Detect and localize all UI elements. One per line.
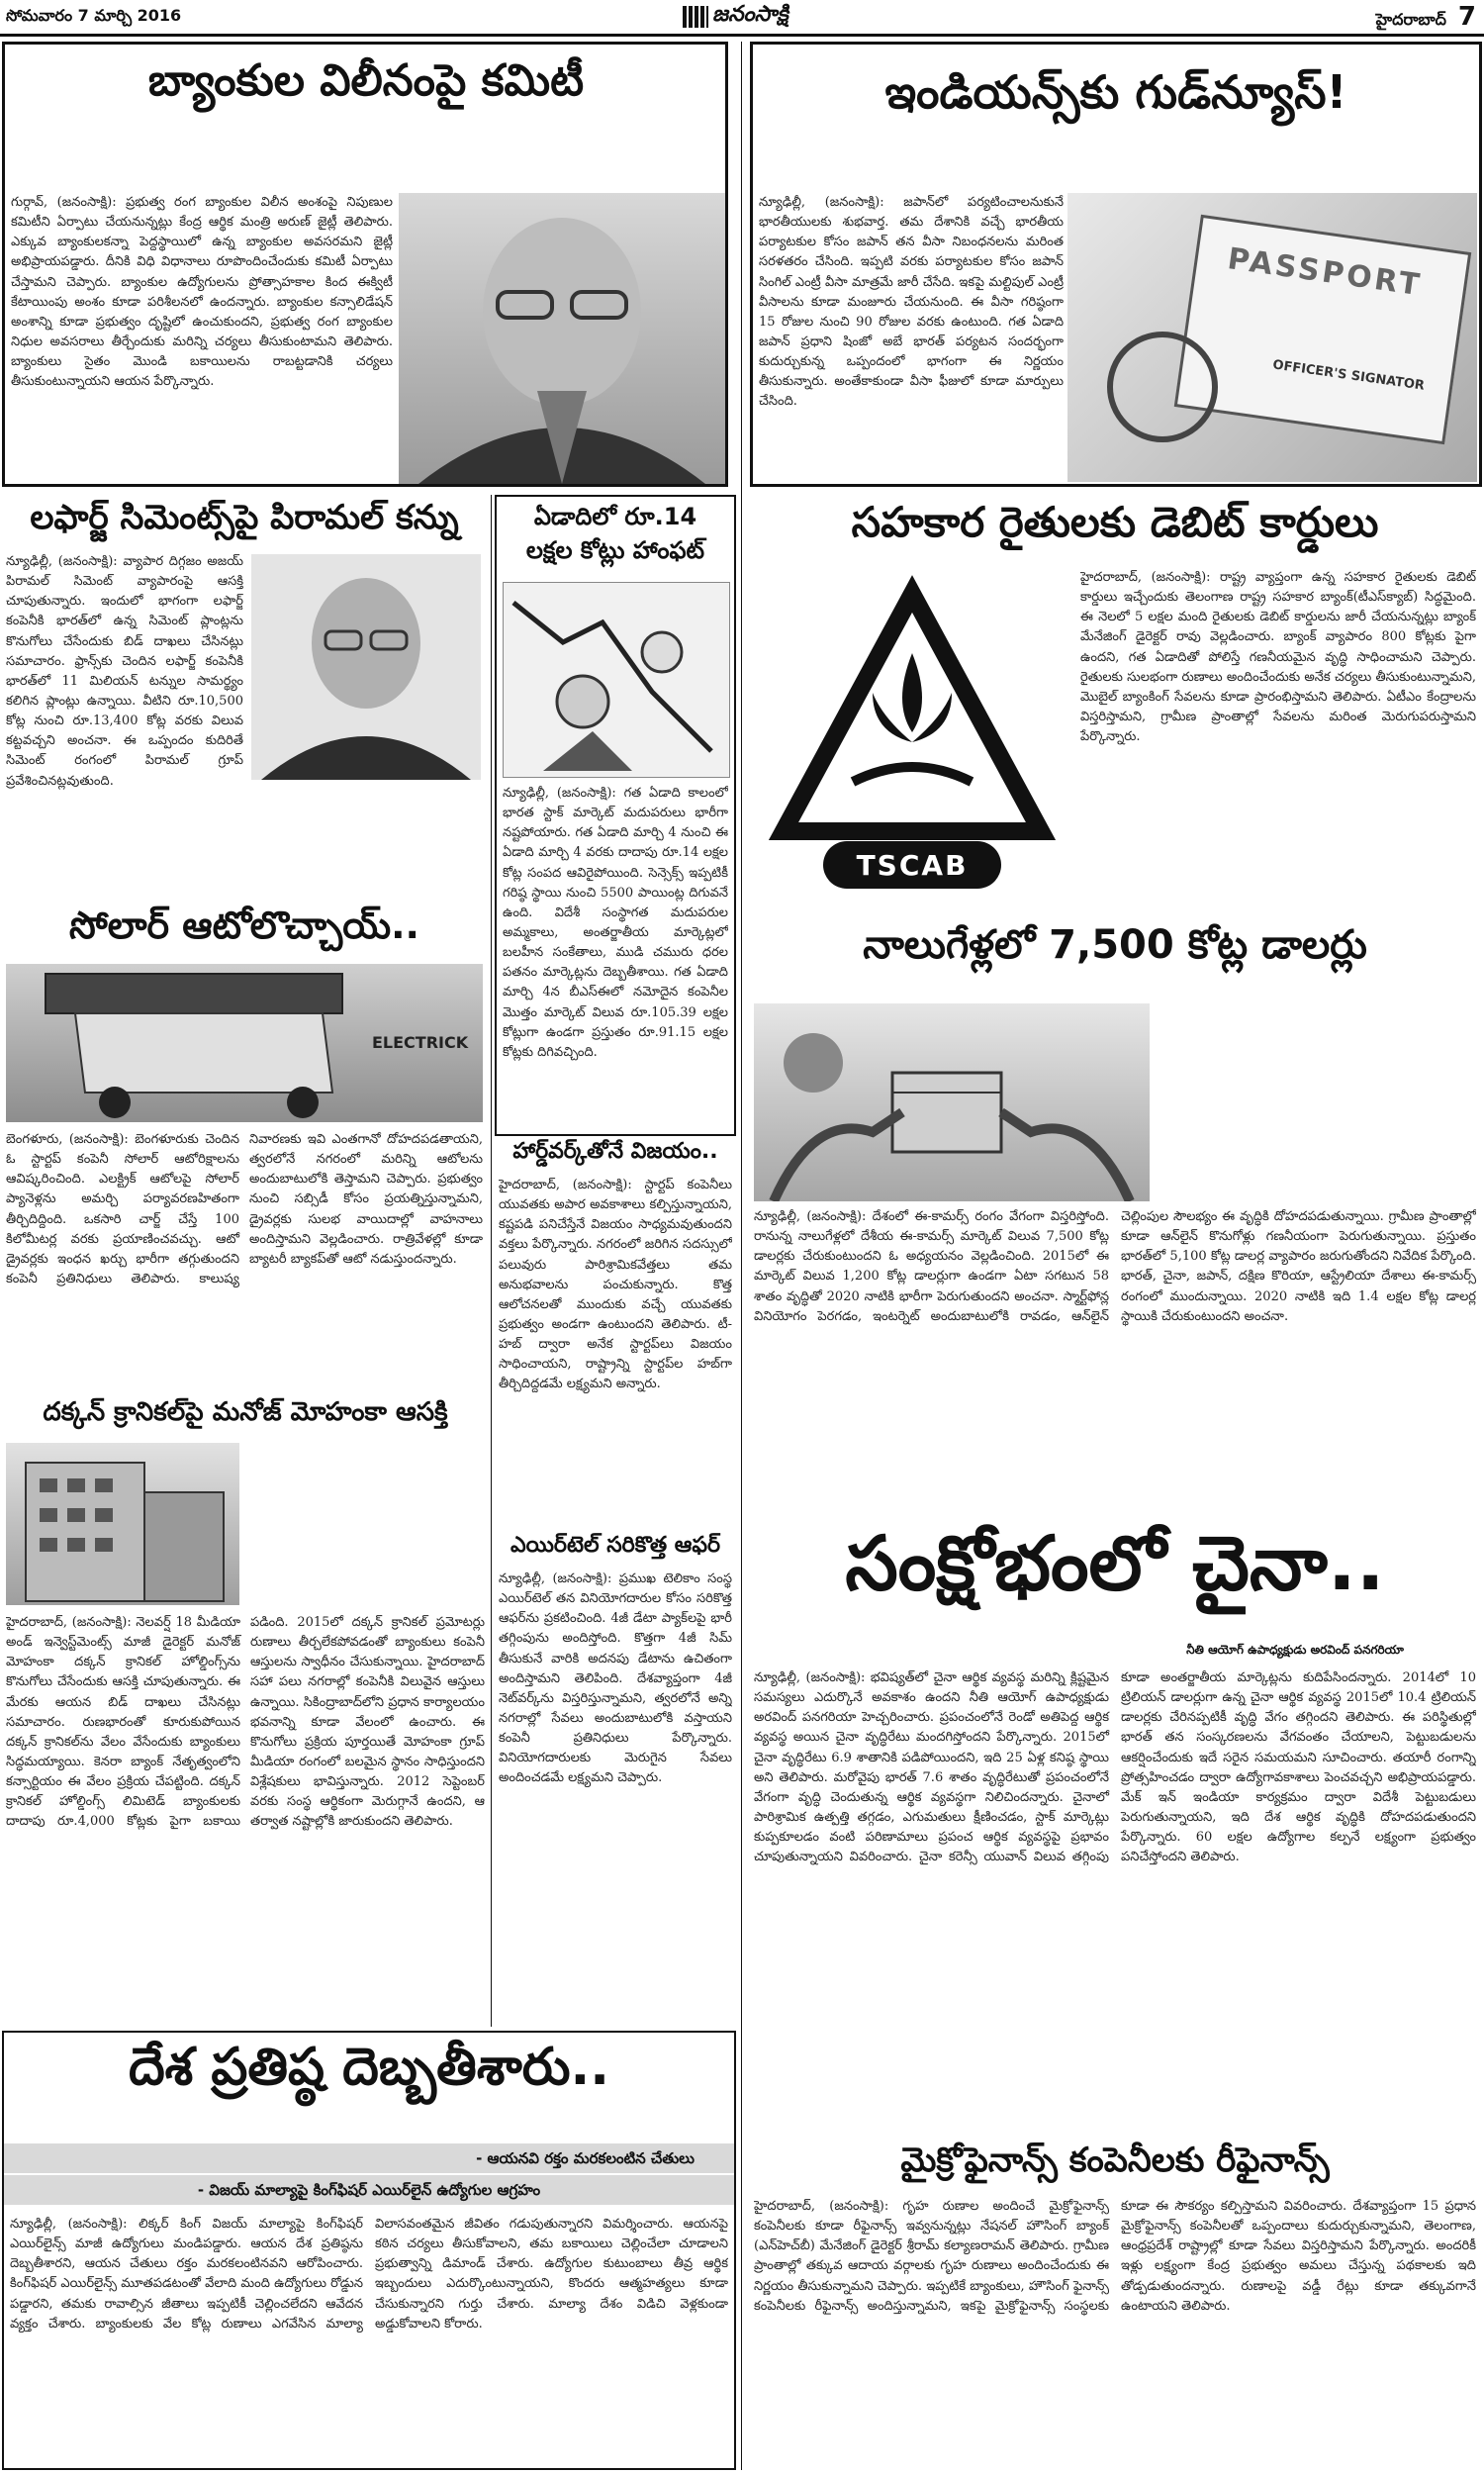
subhead-mallya-1: - ఆయనవి రక్తం మరకలంటిన చేతులు bbox=[476, 2149, 695, 2167]
photo-parcel-delivery bbox=[754, 1003, 1150, 1201]
body-airtel: న్యూఢిల్లీ, (జనంసాక్షి): ప్రముఖ టెలికాం సంస్థ ఎయిర్‌టెల్ తన వినియోగదారుల కోసం సరికొత్త ఆఫర్‌ను ప్రకటించింది. 4జీ డేటా ప్యాక్‌లపై భారీ తగ్గింపును అందిస్తోంది. కొత్తగా 4జీ సిమ్ తీసుకునే వారికి అదనపు డేటాను ఉచితంగా అందిస్తామని తెలిపింది. దేశవ్యాప్తంగా 4జీ నెట్‌వర్క్‌ను విస్తరిస్తున్నామని, త్వరలోనే అన్ని నగరాల్లో సేవలు అందుబాటులోకి వస్తాయని కంపెనీ ప్రతినిధులు పేర్కొన్నారు. వినియోగదారులకు మెరుగైన సేవలు అందించడమే లక్ష్యమని చెప్పారు. bbox=[499, 1571, 732, 1786]
headline-china: సంక్షోభంలో చైనా.. bbox=[845, 1519, 1385, 1607]
article-deccan bbox=[2, 1397, 489, 2021]
photo-ajay-piramal bbox=[251, 554, 481, 780]
logo-mark-icon bbox=[683, 6, 708, 28]
headline-india: ఇండియన్స్‌కు గుడ్‌న్యూస్! bbox=[884, 65, 1347, 119]
subhead-china: నీతి ఆయోగ్ ఉపాధ్యక్షుడు అరవింద్ పనగరియా bbox=[1186, 1643, 1404, 1657]
passport-card bbox=[1174, 215, 1472, 445]
masthead-rule bbox=[0, 34, 1484, 37]
subhead-mallya-2-bar bbox=[4, 2175, 734, 2205]
headline-tscab: సహకార రైతులకు డెబిట్ కార్డులు bbox=[851, 498, 1379, 546]
headline-mallya: దేశ ప్రతిష్ఠ దెబ్బతీశారు.. bbox=[128, 2038, 610, 2097]
photo-arun-jaitley bbox=[399, 193, 725, 484]
body-india: న్యూఢిల్లీ, (జనంసాక్షి): జపాన్‌లో పర్యటించాలనుకునే భారతీయులకు శుభవార్త. తమ దేశానికి వచ్చే భారతీయ పర్యాటకుల కోసం జపాన్ తన వీసా నిబంధనలను మరింత సరళతరం చేసింది. ఇప్పటి వరకు పర్యాటకుల కోసం జపాన్ సింగిల్ ఎంట్రీ వీసా మాత్రమే జారీ చేసేది. ఇకపై మల్టిపుల్ ఎంట్రీ వీసాలను కూడా మంజూరు చేయనుంది. ఈ వీసా గరిష్ఠంగా 15 రోజుల నుంచి 90 రోజుల వరకు ఉంటుంది. గత ఏడాది జపాన్ ప్రధాని షింజో అబే భారత్ పర్యటన సందర్భంగా కుదుర్చుకున్న ఒప్పందంలో భాగంగా ఈ నిర్ణయం తీసుకున్నారు. అంతేకాకుండా వీసా ఫీజులో కూడా మార్పులు చేసింది. bbox=[759, 195, 1064, 410]
parcel-icon bbox=[754, 1003, 1150, 1201]
photo-solar-auto bbox=[6, 964, 483, 1122]
column-divider-left bbox=[491, 495, 492, 2027]
body-hardwork: హైదరాబాద్, (జనంసాక్షి): స్టార్టప్ కంపెనీలు యువతకు అపార అవకాశాలు కల్పిస్తున్నాయని, కష్టపడి పనిచేస్తేనే విజయం సాధ్యమవుతుందని వక్తలు పేర్కొన్నారు. నగరంలో జరిగిన సదస్సులో పలువురు పారిశ్రామికవేత్తలు తమ అనుభవాలను పంచుకున్నారు. కొత్త ఆలోచనలతో ముందుకు వచ్చే యువతకు ప్రభుత్వం అండగా ఉంటుందని తెలిపారు. టీ-హబ్ ద్వారా అనేక స్టార్టప్‌లు విజయం సాధించాయని, రాష్ట్రాన్ని స్టార్టప్‌ల హబ్‌గా తీర్చిదిద్దడమే లక్ష్యమని అన్నారు. bbox=[499, 1178, 732, 1392]
article-tscab bbox=[748, 495, 1482, 910]
article-lakh bbox=[495, 495, 736, 1136]
article-ecommerce bbox=[748, 914, 1482, 1508]
article-solar bbox=[2, 903, 487, 1395]
body-china: న్యూఢిల్లీ, (జనంసాక్షి): భవిష్యత్‌లో చైనా ఆర్థిక వ్యవస్థ మరిన్ని క్లిష్టమైన సమస్యలు ఎదుర్కొనే అవకాశం ఉందని నీతి ఆయోగ్ ఉపాధ్యక్షుడు అరవింద్ పనగరియా హెచ్చరించారు. ప్రపంచంలోనే రెండో అతిపెద్ద ఆర్థిక వ్యవస్థ అయిన చైనా వృద్ధిరేటు మందగిస్తోందని పేర్కొన్నారు. 2015లో చైనా వృద్ధిరేటు 6.9 శాతానికి పడిపోయిందని, ఇది 25 ఏళ్ల కనిష్ఠ స్థాయి అని తెలిపారు. మరోవైపు భారత్ 7.6 శాతం వృద్ధిరేటుతో ప్రపంచంలోనే వేగంగా వృద్ధి చెందుతున్న ఆర్థిక వ్యవస్థగా నిలిచిందన్నారు. చైనాలో పారిశ్రామిక ఉత్పత్తి తగ్గడం, ఎగుమతులు క్షీణించడం, స్టాక్ మార్కెట్లు కుప్పకూలడం వంటి పరిణామాలు ప్రపంచ ఆర్థిక వ్యవస్థపై ప్రభావం చూపుతున్నాయని వివరించారు. చైనా కరెన్సీ యువాన్ విలువ తగ్గింపు కూడా అంతర్జాతీయ మార్కెట్లను కుదిపేసిందన్నారు. 2014లో 10 ట్రిలియన్ డాలర్లుగా ఉన్న చైనా ఆర్థిక వ్యవస్థ 2015లో 10.4 ట్రిలియన్ డాలర్లకు చేరినప్పటికీ వృద్ధి వేగం తగ్గిందని తెలిపారు. ఈ పరిస్థితుల్లో భారత్ తన సంస్కరణలను వేగవంతం చేయాలని, పెట్టుబడులను ఆకర్షించేందుకు ఇదే సరైన సమయమని సూచించారు. తయారీ రంగాన్ని ప్రోత్సహించడం ద్వారా ఉద్యోగావకాశాలు పెంచవచ్చని అభిప్రాయపడ్డారు. మేక్ ఇన్ ఇండియా కార్యక్రమం ద్వారా విదేశీ పెట్టుబడులు పెరుగుతున్నాయని, ఇది దేశ ఆర్థిక వృద్ధికి దోహదపడుతుందని పేర్కొన్నారు. 60 లక్షల ఉద్యోగాల కల్పనే లక్ష్యంగా ప్రభుత్వం పనిచేస్తోందని తెలిపారు. bbox=[754, 1670, 1476, 1865]
article-airtel bbox=[495, 1532, 736, 2027]
headline-airtel: ఎయిర్‌టెల్ సరికొత్త ఆఫర్ bbox=[510, 1533, 721, 1558]
article-hardwork bbox=[495, 1138, 736, 1532]
headline-banks: బ్యాంకుల విలీనంపై కమిటీ bbox=[147, 55, 585, 106]
headline-solar: సోలార్ ఆటోలొచ్చాయ్.. bbox=[69, 904, 419, 947]
headline-microfinance: మైక్రోఫైనాన్స్ కంపెనీలకు రీఫైనాన్స్ bbox=[900, 2141, 1330, 2180]
masthead-date: సోమవారం 7 మార్చి 2016 bbox=[6, 6, 182, 25]
subhead-mallya-2: - విజయ్ మాల్యాపై కింగ్‌ఫిషర్ ఎయిర్‌లైన్ ఉద్యోగుల ఆగ్రహం bbox=[197, 2181, 541, 2199]
solar-image-text: ELECTRICK bbox=[372, 1033, 469, 1052]
headline-hardwork: హార్డ్‌వర్క్‌తోనే విజయం.. bbox=[512, 1139, 718, 1164]
portrait-icon bbox=[251, 554, 481, 780]
headline-deccan: దక్కన్ క్రానికల్‌పై మనోజ్ మోహంకా ఆసక్తి bbox=[43, 1397, 448, 1427]
article-banks bbox=[2, 42, 728, 487]
headline-lakh-1: ఏడాదిలో రూ.14 bbox=[533, 503, 697, 530]
body-lakh: న్యూఢిల్లీ, (జనంసాక్షి): గత ఏడాది కాలంలో భారత స్టాక్ మార్కెట్ మదుపరులు భారీగా నష్టపోయారు. గత ఏడాది మార్చి 4 నుంచి ఈ ఏడాది మార్చి 4 వరకు దాదాపు రూ.14 లక్షల కోట్ల సంపద ఆవిరైపోయింది. సెన్సెక్స్ ఇప్పటికీ గరిష్ఠ స్థాయి నుంచి 5500 పాయింట్ల దిగువనే ఉంది. విదేశీ సంస్థాగత మదుపరుల అమ్మకాలు, అంతర్జాతీయ మార్కెట్లలో బలహీన సంకేతాలు, ముడి చమురు ధరల పతనం మార్కెట్లను దెబ్బతీశాయి. గత ఏడాది మార్చి 4న బీఎస్‌ఈలో నమోదైన కంపెనీల మొత్తం మార్కెట్ విలువ రూ.105.39 లక్షల కోట్లుగా ఉండగా ప్రస్తుతం రూ.91.15 లక్షల కోట్లకు దిగివచ్చింది. bbox=[503, 786, 728, 1060]
portrait-icon bbox=[399, 193, 725, 484]
masthead-right bbox=[1376, 2, 1476, 33]
cartoon-icon bbox=[504, 583, 729, 777]
body-tscab: హైదరాబాద్, (జనంసాక్షి): రాష్ట్ర వ్యాప్తంగా ఉన్న సహకార రైతులకు డెబిట్ కార్డులు ఇచ్చేందుకు తెలంగాణ రాష్ట్ర సహకార బ్యాంక్(టీఎస్‌క్యాబ్) సిద్ధమైంది. ఈ నెలలో 5 లక్షల మంది రైతులకు డెబిట్ కార్డులను జారీ చేయనున్నట్లు బ్యాంక్ మేనేజింగ్ డైరెక్టర్ రావు వెల్లడించారు. బ్యాంక్ వ్యాపారం 800 కోట్లకు పైగా ఉందని, గత ఏడాదితో పోలిస్తే గణనీయమైన వృద్ధి సాధించామని చెప్పారు. రైతులకు సులభంగా రుణాలు అందించేందుకు అనేక చర్యలు తీసుకుంటున్నామని, మొబైల్ బ్యాంకింగ్ సేవలను కూడా ప్రారంభిస్తామని తెలిపారు. ఏటీఎం కేంద్రాలను విస్తరిస్తామని, గ్రామీణ ప్రాంతాల్లో సేవలను మరింత మెరుగుపరుస్తామని పేర్కొన్నారు. bbox=[1080, 570, 1476, 745]
stamp-seal-icon bbox=[1107, 332, 1218, 442]
tscab-logo-text: TSCAB bbox=[856, 849, 969, 882]
headline-lafarge: లఫార్జ్ సిమెంట్స్‌పై పిరామల్ కన్ను bbox=[30, 498, 459, 537]
photo-passport bbox=[1067, 193, 1477, 482]
column-divider-center bbox=[741, 42, 742, 2470]
headline-lakh-2: లక్షల కోట్లు హాంఫట్ bbox=[525, 536, 705, 564]
subhead-mallya-1-bar bbox=[4, 2143, 734, 2173]
body-ecommerce: న్యూఢిల్లీ, (జనంసాక్షి): దేశంలో ఈ-కామర్స్ రంగం వేగంగా విస్తరిస్తోంది. రానున్న నాలుగేళ్లలో దేశీయ ఈ-కామర్స్ మార్కెట్ విలువ 7,500 కోట్ల డాలర్లకు చేరుకుంటుందని ఓ అధ్యయనం వెల్లడించింది. 2015లో ఈ మార్కెట్ విలువ 1,200 కోట్ల డాలర్లుగా ఉండగా ఏటా సగటున 58 శాతం వృద్ధితో 2020 నాటికి భారీగా పెరుగుతుందని అంచనా. స్మార్ట్‌ఫోన్ల వినియోగం పెరగడం, ఇంటర్నెట్ అందుబాటులోకి రావడం, ఆన్‌లైన్ చెల్లింపుల సౌలభ్యం ఈ వృద్ధికి దోహదపడుతున్నాయి. గ్రామీణ ప్రాంతాల్లో కూడా ఆన్‌లైన్ కొనుగోళ్లు గణనీయంగా పెరుగుతున్నాయి. ప్రస్తుతం భారత్‌లో 5,100 కోట్ల డాలర్ల వ్యాపారం జరుగుతోందని నివేదిక పేర్కొంది. భారత్, చైనా, జపాన్, దక్షిణ కొరియా, ఆస్ట్రేలియా దేశాలు ఈ-కామర్స్ రంగంలో ముందున్నాయి. 2020 నాటికి ఇది 1.4 లక్షల కోట్ల డాలర్ల స్థాయికి చేరుకుంటుందని అంచనా. bbox=[754, 1209, 1476, 1324]
cartoon-market-crash bbox=[503, 582, 730, 778]
body-lafarge-cont bbox=[251, 786, 481, 895]
body-mallya: న్యూఢిల్లీ, (జనంసాక్షి): లిక్కర్ కింగ్ విజయ్ మాల్యాపై కింగ్‌ఫిషర్ ఎయిర్‌లైన్స్ మాజీ ఉద్యోగులు మండిపడ్డారు. ఆయన దేశ ప్రతిష్ఠను దెబ్బతీశారని, ఆయన చేతులు రక్తం మరకలంటినవని ఆరోపించారు. కింగ్‌ఫిషర్ ఎయిర్‌లైన్స్ మూతపడటంతో వేలాది మంది ఉద్యోగులు రోడ్డున పడ్డారని, తమకు రావాల్సిన జీతాలు ఇప్పటికీ చెల్లించలేదని ఆవేదన వ్యక్తం చేశారు. బ్యాంకులకు వేల కోట్ల రుణాలు ఎగవేసిన మాల్యా విలాసవంతమైన జీవితం గడుపుతున్నారని విమర్శించారు. ఆయనపై కఠిన చర్యలు తీసుకోవాలని, తమ బకాయిలు చెల్లించేలా చూడాలని ప్రభుత్వాన్ని డిమాండ్ చేశారు. ఉద్యోగుల కుటుంబాలు తీవ్ర ఆర్థిక ఇబ్బందులు ఎదుర్కొంటున్నాయని, కొందరు ఆత్మహత్యలు కూడా చేసుకున్నారని గుర్తు చేశారు. మాల్యా దేశం విడిచి వెళ్లకుండా అడ్డుకోవాలని కోరారు. bbox=[10, 2217, 728, 2331]
article-mallya bbox=[2, 2031, 736, 2470]
logo-tscab bbox=[754, 564, 1070, 901]
body-deccan: హైదరాబాద్, (జనంసాక్షి): నెలవర్ష్ 18 మీడియా అండ్ ఇన్వెస్ట్‌మెంట్స్ మాజీ డైరెక్టర్ మనోజ్ మోహంకా దక్కన్ క్రానికల్ హోల్డింగ్స్‌ను కొనుగోలు చేసేందుకు ఆసక్తి చూపుతున్నారు. ఈ మేరకు ఆయన బిడ్ దాఖలు చేసినట్లు సమాచారం. రుణభారంతో కూరుకుపోయిన దక్కన్ క్రానికల్‌ను వేలం వేసేందుకు బ్యాంకులు సిద్ధమయ్యాయి. కెనరా బ్యాంక్ నేతృత్వంలోని కన్సార్టియం ఈ వేలం ప్రక్రియ చేపట్టింది. దక్కన్ క్రానికల్ హోల్డింగ్స్ లిమిటెడ్ బ్యాంకులకు దాదాపు రూ.4,000 కోట్లకు పైగా బకాయి పడింది. 2015లో దక్కన్ క్రానికల్ ప్రమోటర్లు రుణాలు తీర్చలేకపోవడంతో బ్యాంకులు కంపెనీ ఆస్తులను స్వాధీనం చేసుకున్నాయి. హైదరాబాద్ సహా పలు నగరాల్లో కంపెనీకి విలువైన ఆస్తులు ఉన్నాయి. సికింద్రాబాద్‌లోని ప్రధాన కార్యాలయం భవనాన్ని కూడా వేలంలో ఉంచారు. ఈ కొనుగోలు ప్రక్రియ పూర్తయితే మోహంకా గ్రూప్ మీడియా రంగంలో బలమైన స్థానం సాధిస్తుందని విశ్లేషకులు భావిస్తున్నారు. 2012 సెప్టెంబర్ వరకు సంస్థ ఆర్థికంగా మెరుగ్గానే ఉందని, ఆ తర్వాత నష్టాల్లోకి జారుకుందని తెలిపారు. bbox=[6, 1615, 485, 1830]
article-lafarge bbox=[2, 495, 487, 901]
headline-ecommerce: నాలుగేళ్లలో 7,500 కోట్ల డాలర్లు bbox=[863, 922, 1367, 968]
body-banks: గుర్గావ్, (జనంసాక్షి): ప్రభుత్వ రంగ బ్యాంకుల విలీన అంశంపై నిపుణుల కమిటీని ఏర్పాటు చేయనున్నట్లు కేంద్ర ఆర్థిక మంత్రి అరుణ్ జైట్లీ తెలిపారు. ఎక్కువ బ్యాంకులకన్నా పెద్దస్థాయిలో ఉన్న బ్యాంకుల అవసరమని జైట్లీ అభిప్రాయపడ్డారు. దీనికి విధి విధానాలు రూపొందించేందుకు కమిటీ ఏర్పాటు చేస్తామని చెప్పారు. బ్యాంకుల ఉద్యోగులను ప్రోత్సాహకాల కింద ఈక్విటీ కేటాయింపు అంశం కూడా పరిశీలనలో ఉందన్నారు. బ్యాంకుల కన్సాలిడేషన్ అంశాన్ని కూడా ప్రభుత్వం దృష్టిలో ఉంచుకుందని, ప్రభుత్వ రంగ బ్యాంకుల నిధుల అవసరాలు తీర్చేందుకు మరిన్ని చర్యలు తీసుకుంటామని తెలిపారు. బ్యాంకులు సైతం మొండి బకాయిలను రాబట్టడానికి చర్యలు తీసుకుంటున్నాయని ఆయన పేర్కొన్నారు. bbox=[11, 195, 393, 390]
photo-deccan-building bbox=[6, 1443, 239, 1605]
page-number: 7 bbox=[1457, 2, 1476, 32]
logo-text: జనంసాక్షి bbox=[712, 2, 788, 27]
article-microfinance bbox=[748, 2138, 1482, 2470]
body-lafarge: న్యూఢిల్లీ, (జనంసాక్షి): వ్యాపార దిగ్గజం అజయ్ పిరామల్ సిమెంట్ వ్యాపారంపై ఆసక్తి చూపుతున్నారు. ఇందులో భాగంగా లఫార్జ్ కంపెనీకి భారత్‌లో ఉన్న సిమెంట్ ప్లాంట్లను కొనుగోలు చేసేందుకు బిడ్ దాఖలు చేసినట్లు సమాచారం. ఫ్రాన్స్‌కు చెందిన లఫార్జ్ కంపెనీకి భారత్‌లో 11 మిలియన్ టన్నుల సామర్థ్యం కలిగిన ప్లాంట్లు ఉన్నాయి. వీటిని రూ.10,500 కోట్ల నుంచి రూ.13,400 కోట్ల వరకు విలువ కట్టవచ్చని అంచనా. ఈ ఒప్పందం కుదిరితే సిమెంట్ రంగంలో పిరామల్ గ్రూప్ ప్రవేశించినట్లవుతుంది. bbox=[6, 554, 243, 789]
stamp-label: OFFICER'S SIGNATOR bbox=[1271, 357, 1426, 394]
article-india bbox=[750, 42, 1482, 487]
passport-label: PASSPORT bbox=[1225, 241, 1425, 304]
body-solar: బెంగళూరు, (జనంసాక్షి): బెంగళూరుకు చెందిన ఓ స్టార్టప్ కంపెనీ సోలార్ ఆటోరిక్షాలను ఆవిష్కరించింది. ఎలక్ట్రిక్ ఆటోలపై సోలార్ ప్యానెళ్లను అమర్చి పర్యావరణహితంగా తీర్చిదిద్దింది. ఒకసారి చార్జ్ చేస్తే 100 కిలోమీటర్ల వరకు ప్రయాణించవచ్చు. ఆటో డ్రైవర్లకు ఇంధన ఖర్చు భారీగా తగ్గుతుందని కంపెనీ ప్రతినిధులు తెలిపారు. కాలుష్య నివారణకు ఇవి ఎంతగానో దోహదపడతాయని, త్వరలోనే నగరంలో మరిన్ని ఆటోలను అందుబాటులోకి తెస్తామని చెప్పారు. ప్రభుత్వం నుంచి సబ్సిడీ కోసం ప్రయత్నిస్తున్నామని, డ్రైవర్లకు సులభ వాయిదాల్లో వాహనాలు అందిస్తామని వెల్లడించారు. రాత్రివేళల్లో కూడా బ్యాటరీ బ్యాకప్‌తో ఆటో నడుస్తుందన్నారు. bbox=[6, 1132, 483, 1286]
article-china bbox=[748, 1514, 1482, 2128]
masthead-city: హైదరాబాద్ bbox=[1375, 10, 1446, 29]
masthead-logo bbox=[683, 2, 788, 32]
building-icon bbox=[6, 1443, 239, 1605]
body-microfinance: హైదరాబాద్, (జనంసాక్షి): గృహ రుణాల అందించే మైక్రోఫైనాన్స్ కంపెనీలకు కూడా రీఫైనాన్స్ ఇవ్వనున్నట్లు నేషనల్ హౌసింగ్ బ్యాంక్ (ఎన్‌హెచ్‌బీ) మేనేజింగ్ డైరెక్టర్ శ్రీరామ్ కల్యాణరామన్ తెలిపారు. గ్రామీణ ప్రాంతాల్లో తక్కువ ఆదాయ వర్గాలకు గృహ రుణాలు అందించేందుకు ఈ నిర్ణయం తీసుకున్నామని చెప్పారు. ఇప్పటికే బ్యాంకులు, హౌసింగ్ ఫైనాన్స్ కంపెనీలకు రీఫైనాన్స్ అందిస్తున్నామని, ఇకపై మైక్రోఫైనాన్స్ సంస్థలకు కూడా ఈ సౌకర్యం కల్పిస్తామని వివరించారు. దేశవ్యాప్తంగా 15 ప్రధాన మైక్రోఫైనాన్స్ కంపెనీలతో ఒప్పందాలు కుదుర్చుకున్నామని, తెలంగాణ, ఆంధ్రప్రదేశ్ రాష్ట్రాల్లో కూడా సేవలు విస్తరిస్తామని పేర్కొన్నారు. అందరికీ ఇళ్లు లక్ష్యంగా కేంద్ర ప్రభుత్వం అమలు చేస్తున్న పథకాలకు ఇది తోడ్పడుతుందన్నారు. రుణాలపై వడ్డీ రేట్లు కూడా తక్కువగానే ఉంటాయని తెలిపారు. bbox=[754, 2199, 1476, 2314]
